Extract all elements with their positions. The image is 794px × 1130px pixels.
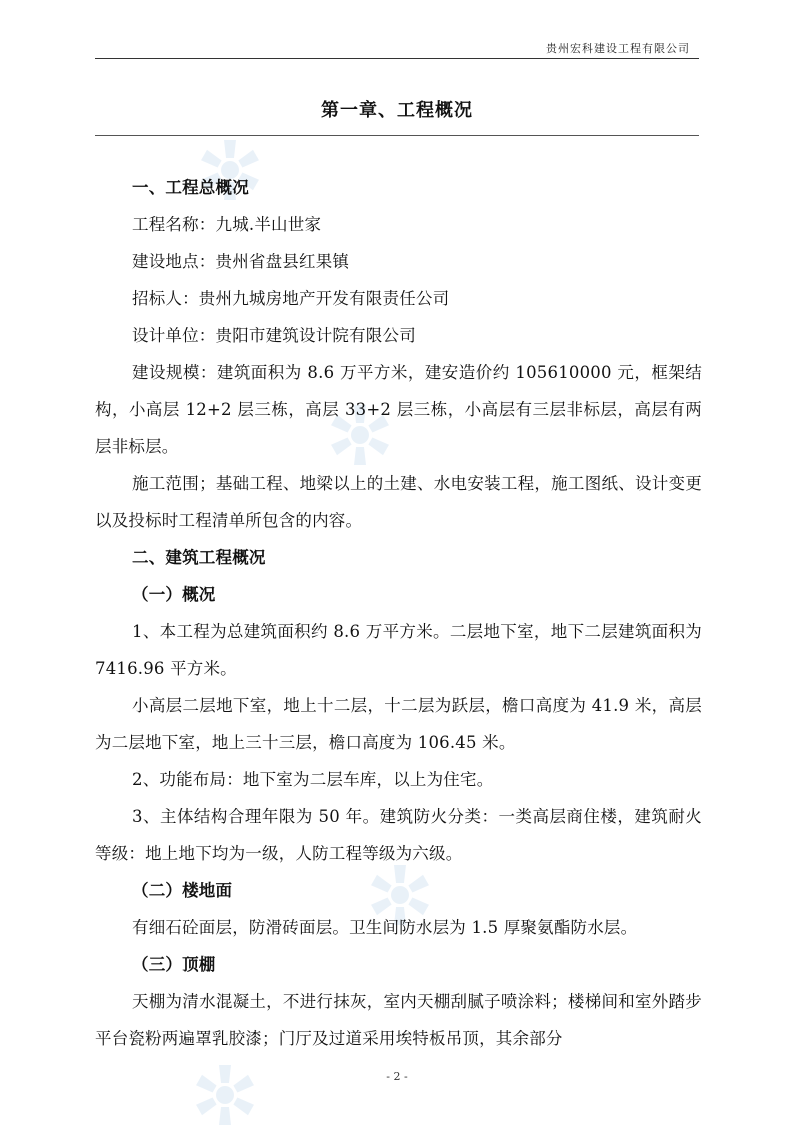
document-body	[95, 169, 702, 1057]
header-divider	[95, 58, 699, 59]
page-number: - 2 -	[386, 1070, 408, 1083]
section-heading: 二、建筑工程概况	[132, 548, 266, 567]
header-company: 贵州宏科建设工程有限公司	[546, 42, 690, 55]
subsection-heading: （一）概况	[132, 585, 216, 604]
section-heading: 一、工程总概况	[132, 178, 249, 197]
chapter-title: 第一章、工程概况	[321, 100, 473, 121]
paragraph: 3、主体结构合理年限为 50 年。建筑防火分类：一类高层商住楼，建筑耐火等级：地上地下均为一级，人防工程等级为六级。	[95, 807, 702, 863]
construction-scale: 建设规模：建筑面积为 8.6 万平方米，建安造价约 105610000 元，框架结构，小高层 12+2 层三栋，高层 33+2 层三栋，小高层有三层非标层，高层有两层非标层。	[95, 363, 702, 456]
construction-location: 建设地点：贵州省盘县红果镇	[132, 252, 350, 271]
design-unit: 设计单位：贵阳市建筑设计院有限公司	[132, 326, 416, 345]
subsection-heading: （二）楼地面	[132, 881, 233, 900]
paragraph: 小高层二层地下室，地上十二层，十二层为跃层，檐口高度为 41.9 米，高层为二层地下室，地上三十三层，檐口高度为 106.45 米。	[95, 696, 702, 752]
paragraph: 有细石砼面层，防滑砖面层。卫生间防水层为 1.5 厚聚氨酯防水层。	[132, 918, 638, 937]
project-name: 工程名称：九城.半山世家	[132, 215, 322, 234]
tenderer: 招标人：贵州九城房地产开发有限责任公司	[132, 289, 450, 308]
construction-scope: 施工范围；基础工程、地梁以上的土建、水电安装工程，施工图纸、设计变更以及投标时工程清单所包含的内容。	[95, 474, 702, 530]
paragraph: 1、本工程为总建筑面积约 8.6 万平方米。二层地下室，地下二层建筑面积为 7416.96 平方米。	[95, 622, 702, 678]
chapter-divider	[95, 135, 699, 136]
paragraph: 天棚为清水混凝土，不进行抹灰，室内天棚刮腻子喷涂料；楼梯间和室外踏步平台瓷粉两遍罩乳胶漆；门厅及过道采用埃特板吊顶，其余部分	[95, 992, 702, 1048]
paragraph: 2、功能布局：地下室为二层车库，以上为住宅。	[132, 770, 494, 789]
subsection-heading: （三）顶棚	[132, 955, 216, 974]
